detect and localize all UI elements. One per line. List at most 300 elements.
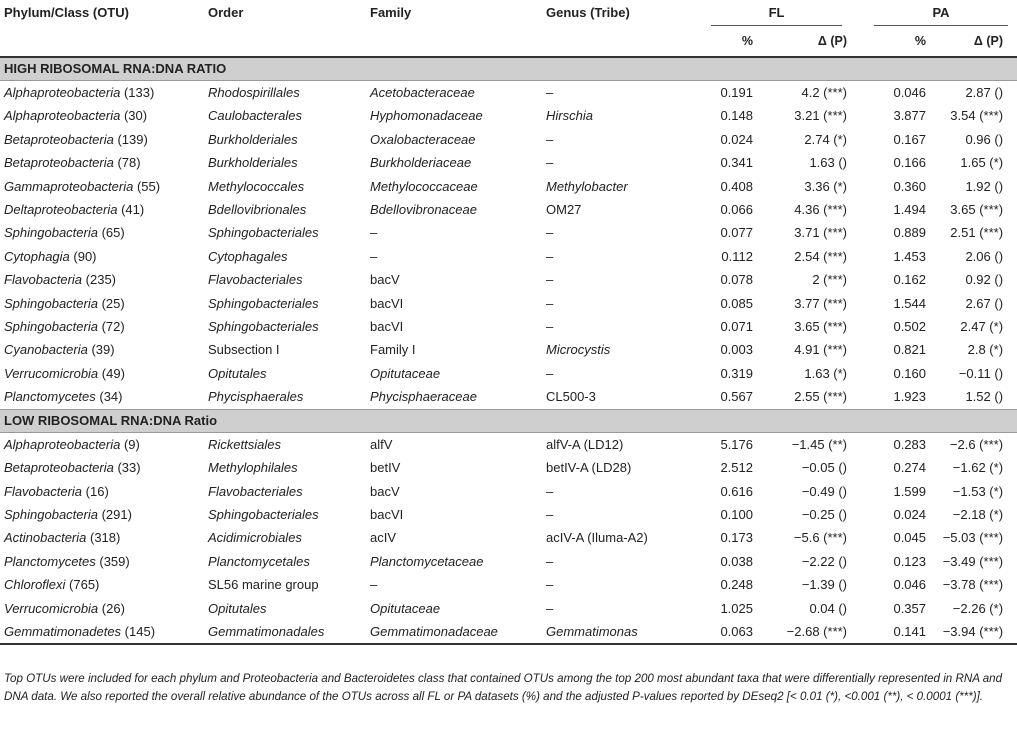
cell-phylum	[0, 245, 204, 268]
otu-id: (291)	[97, 506, 132, 522]
cell-family	[366, 432, 542, 456]
cell-order-text: Rhodospirillales	[208, 85, 300, 100]
cell-order-text: Rickettsiales	[208, 436, 281, 452]
cell-pa-delta: 2.51 (***)	[950, 225, 1004, 241]
cell-fl-pct: 0.085	[720, 295, 753, 311]
cell-fl-pct: 0.567	[720, 389, 753, 405]
otu-id: (39)	[87, 342, 115, 358]
phylum-name: Alphaproteobacteria	[4, 108, 121, 124]
cell-genus	[542, 268, 688, 291]
cell-fl-delta: −0.05 ()	[801, 460, 848, 476]
cell-phylum	[0, 338, 204, 361]
table-row	[0, 292, 1017, 315]
cell-genus	[542, 526, 688, 549]
cell-phylum	[0, 268, 204, 291]
cell-order-text: Cytophagales	[208, 248, 288, 264]
cell-phylum	[0, 526, 204, 549]
cell-order	[204, 315, 366, 338]
cell-fl-delta: −5.6 (***)	[793, 530, 848, 546]
cell-fl-delta: −0.25 ()	[801, 506, 848, 522]
cell-order-text: SL56 marine group	[208, 577, 319, 593]
col-fl-delta: Δ (P)	[817, 34, 848, 48]
cell-pa-pct: 0.024	[893, 506, 927, 522]
cell-fl-delta: 2.54 (***)	[794, 248, 848, 264]
otu-id: (33)	[113, 460, 141, 476]
table-row	[0, 456, 1017, 479]
cell-order	[204, 128, 366, 151]
cell-fl-pct: 0.077	[720, 225, 753, 241]
cell-pa-delta: 3.54 (***)	[950, 108, 1004, 124]
cell-fl-pct: 0.063	[688, 620, 761, 644]
cell-phylum	[0, 221, 204, 244]
otu-id: (26)	[98, 600, 125, 616]
cell-genus	[542, 362, 688, 385]
cell-fl-delta: −0.49 ()	[801, 483, 848, 499]
cell-fl-delta: 2.74 (*)	[804, 131, 848, 147]
col-family: Family	[370, 5, 412, 20]
cell-genus-text: –	[546, 248, 554, 264]
cell-phylum	[0, 480, 204, 503]
cell-family-text: Gemmatimonadaceae	[370, 623, 498, 639]
cell-family	[366, 573, 542, 596]
cell-order	[204, 526, 366, 549]
cell-pa-delta: 2.47 (*)	[960, 319, 1004, 335]
cell-order-text: Flavobacteriales	[208, 483, 303, 499]
otu-id: (133)	[120, 85, 155, 100]
cell-fl-pct: 5.176	[720, 436, 753, 452]
cell-genus-text: –	[546, 155, 554, 171]
cell-order	[204, 338, 366, 361]
cell-fl-pct: 0.148	[720, 108, 753, 124]
otu-id: (49)	[98, 365, 125, 381]
cell-pa-pct: 0.274	[893, 460, 927, 476]
cell-family-text: bacVI	[370, 295, 404, 311]
cell-genus	[542, 480, 688, 503]
cell-order	[204, 550, 366, 573]
cell-family-text: bacVI	[370, 506, 404, 522]
cell-order	[204, 385, 366, 409]
cell-fl-delta: 3.77 (***)	[794, 295, 848, 311]
cell-order-text: Burkholderiales	[208, 131, 298, 147]
cell-pa-pct: 0.160	[893, 365, 927, 381]
table-row	[0, 385, 1017, 409]
cell-order	[204, 245, 366, 268]
cell-order-text: Gemmatimonadales	[208, 623, 325, 639]
cell-genus-text: –	[546, 577, 554, 593]
cell-phylum	[0, 315, 204, 338]
cell-phylum	[0, 104, 204, 127]
cell-genus	[542, 198, 688, 221]
header-row	[0, 0, 1017, 26]
cell-pa-delta: −3.49 (***)	[942, 553, 1004, 569]
cell-family-text: Opitutaceae	[370, 600, 441, 616]
cell-pa-delta: −2.26 (*)	[952, 600, 1004, 616]
cell-family-text: Methylococcaceae	[370, 178, 478, 194]
otu-id: (30)	[120, 108, 148, 124]
cell-genus	[542, 128, 688, 151]
cell-genus-text: Gemmatimonas	[546, 623, 638, 639]
cell-order	[204, 81, 366, 105]
cell-pa-delta: 0.96 ()	[965, 131, 1004, 147]
phylum-name: Alphaproteobacteria	[4, 85, 121, 100]
cell-order-text: Flavobacteriales	[208, 272, 303, 288]
cell-order	[204, 198, 366, 221]
table-row	[0, 503, 1017, 526]
cell-order-text: Opitutales	[208, 600, 267, 616]
cell-pa-delta: 1.52 ()	[965, 389, 1004, 405]
cell-genus-text: Methylobacter	[546, 178, 628, 194]
otu-id: (318)	[86, 530, 121, 546]
cell-phylum	[0, 175, 204, 198]
otu-id: (55)	[133, 178, 161, 194]
cell-family	[366, 338, 542, 361]
cell-genus-text: –	[546, 85, 554, 100]
cell-fl-pct: 0.024	[720, 131, 753, 147]
table-row	[0, 81, 1017, 105]
table-row	[0, 597, 1017, 620]
cell-family	[366, 362, 542, 385]
col-phylum: Phylum/Class (OTU)	[4, 5, 129, 20]
cell-genus	[542, 175, 688, 198]
cell-order	[204, 104, 366, 127]
cell-fl-pct: 0.100	[720, 506, 753, 522]
cell-pa-delta: −3.78 (***)	[942, 577, 1004, 593]
phylum-name: Flavobacteria	[4, 272, 83, 288]
cell-pa-pct: 1.494	[893, 202, 927, 218]
cell-pa-pct: 0.046	[893, 577, 927, 593]
cell-pa-pct: 0.283	[893, 436, 927, 452]
cell-pa-delta: −2.18 (*)	[952, 506, 1004, 522]
cell-pa-delta: −1.62 (*)	[952, 460, 1004, 476]
cell-genus	[542, 573, 688, 596]
cell-fl-delta: −2.68 (***)	[761, 620, 861, 644]
cell-order	[204, 456, 366, 479]
cell-family	[366, 526, 542, 549]
cell-genus	[542, 597, 688, 620]
cell-genus-text: –	[546, 319, 554, 335]
cell-genus-text: –	[546, 225, 554, 241]
cell-order-text: Phycisphaerales	[208, 389, 304, 405]
otu-id: (41)	[117, 202, 145, 218]
cell-family-text: Burkholderiaceae	[370, 155, 472, 171]
cell-fl-delta: 2 (***)	[812, 272, 848, 288]
cell-family	[366, 151, 542, 174]
table-row	[0, 362, 1017, 385]
cell-order	[204, 292, 366, 315]
cell-family-text: acIV	[370, 530, 397, 546]
cell-genus	[542, 620, 688, 644]
cell-fl-pct: 0.248	[720, 577, 753, 593]
cell-genus	[542, 221, 688, 244]
cell-family-text: Oxalobacteraceae	[370, 131, 476, 147]
cell-genus	[542, 292, 688, 315]
otu-id: (78)	[113, 155, 141, 171]
phylum-name: Alphaproteobacteria	[4, 436, 121, 452]
cell-genus	[542, 503, 688, 526]
cell-fl-pct: 0.319	[720, 365, 753, 381]
cell-fl-pct: 0.071	[720, 319, 753, 335]
cell-family	[366, 503, 542, 526]
cell-family-text: –	[370, 225, 378, 241]
cell-fl-pct: 0.078	[720, 272, 753, 288]
otu-id: (9)	[120, 436, 140, 452]
cell-genus-text: –	[546, 483, 554, 499]
cell-pa-delta: −1.53 (*)	[952, 483, 1004, 499]
cell-phylum	[0, 620, 204, 644]
cell-order	[204, 221, 366, 244]
cell-pa-pct: 1.599	[893, 483, 927, 499]
col-pa-delta: Δ (P)	[973, 34, 1004, 48]
table-row	[0, 221, 1017, 244]
otu-id: (16)	[82, 483, 109, 499]
otu-id: (145)	[121, 623, 156, 639]
phylum-name: Gammaproteobacteria	[4, 178, 134, 194]
otu-id: (765)	[65, 577, 100, 593]
table-row	[0, 620, 1017, 644]
cell-genus-text: –	[546, 600, 554, 616]
cell-fl-pct: 0.173	[720, 530, 753, 546]
table-row	[0, 432, 1017, 456]
cell-family	[366, 597, 542, 620]
cell-family-text: bacVI	[370, 319, 404, 335]
cell-pa-pct: 0.167	[893, 131, 927, 147]
cell-family	[366, 268, 542, 291]
cell-pa-pct: 1.544	[893, 295, 927, 311]
otu-id: (359)	[95, 553, 130, 569]
phylum-name: Chloroflexi	[4, 577, 66, 593]
cell-fl-delta: 3.71 (***)	[794, 225, 848, 241]
phylum-name: Verrucomicrobia	[4, 365, 99, 381]
cell-genus-text: alfV-A (LD12)	[546, 436, 624, 452]
cell-pa-delta: −0.11 ()	[958, 365, 1004, 381]
cell-genus-text: betIV-A (LD28)	[546, 460, 632, 476]
phylum-name: Verrucomicrobia	[4, 600, 99, 616]
cell-phylum	[0, 432, 204, 456]
cell-fl-pct: 0.408	[720, 178, 753, 194]
phylum-name: Sphingobacteria	[4, 506, 98, 522]
table-row	[0, 245, 1017, 268]
col-genus: Genus (Tribe)	[546, 5, 630, 20]
cell-order	[204, 573, 366, 596]
cell-genus-text: –	[546, 272, 554, 288]
otu-id: (65)	[97, 225, 125, 241]
cell-pa-pct: 0.821	[893, 342, 927, 358]
otu-id: (235)	[82, 272, 117, 288]
cell-genus	[542, 550, 688, 573]
cell-order	[204, 432, 366, 456]
cell-phylum	[0, 151, 204, 174]
cell-phylum	[0, 198, 204, 221]
cell-pa-delta: 1.92 ()	[965, 178, 1004, 194]
cell-phylum	[0, 503, 204, 526]
cell-order-text: Sphingobacteriales	[208, 506, 319, 522]
cell-genus-text: acIV-A (Iluma-A2)	[546, 530, 648, 546]
cell-family-text: –	[370, 577, 378, 593]
cell-pa-delta: −2.6 (***)	[949, 436, 1004, 452]
cell-family	[366, 456, 542, 479]
cell-phylum	[0, 573, 204, 596]
phylum-name: Betaproteobacteria	[4, 131, 114, 147]
section-title: HIGH RIBOSOMAL RNA:DNA RATIO	[0, 57, 1017, 81]
cell-family	[366, 385, 542, 409]
cell-order-text: Burkholderiales	[208, 155, 298, 171]
cell-phylum	[0, 597, 204, 620]
otu-id: (25)	[97, 295, 125, 311]
cell-phylum	[0, 362, 204, 385]
cell-fl-delta: −1.39 ()	[801, 577, 848, 593]
cell-fl-pct: 0.112	[721, 248, 753, 264]
table-row	[0, 104, 1017, 127]
cell-pa-delta: 0.92 ()	[965, 272, 1004, 288]
phylum-name: Sphingobacteria	[4, 225, 98, 241]
cell-order-text: Sphingobacteriales	[208, 225, 319, 241]
cell-fl-delta: 3.65 (***)	[794, 319, 848, 335]
cell-family-text: –	[370, 248, 378, 264]
cell-family-text: alfV	[370, 436, 393, 452]
cell-pa-pct: 0.502	[893, 319, 927, 335]
cell-fl-delta: 4.91 (***)	[794, 342, 848, 358]
col-pa-pct: %	[914, 34, 927, 48]
cell-fl-pct: 1.025	[720, 600, 753, 616]
phylum-name: Betaproteobacteria	[4, 155, 114, 171]
cell-fl-delta: 0.04 ()	[809, 600, 848, 616]
cell-family	[366, 81, 542, 105]
cell-genus	[542, 338, 688, 361]
table-row	[0, 480, 1017, 503]
cell-family-text: betIV	[370, 460, 401, 476]
cell-family	[366, 128, 542, 151]
cell-fl-delta: 4.36 (***)	[794, 202, 848, 218]
cell-family-text: Family I	[370, 342, 416, 358]
cell-fl-pct: 2.512	[720, 460, 753, 476]
cell-order	[204, 597, 366, 620]
section-header	[0, 57, 1017, 81]
table-row	[0, 550, 1017, 573]
cell-order	[204, 480, 366, 503]
cell-order	[204, 362, 366, 385]
cell-fl-pct: 0.616	[720, 483, 753, 499]
cell-pa-delta: 2.87 ()	[965, 85, 1004, 100]
phylum-name: Planctomycetes	[4, 389, 96, 405]
cell-genus	[542, 315, 688, 338]
cell-family	[366, 104, 542, 127]
table-footnote: Top OTUs were included for each phylum and Proteobacteria and Bacteroidetes class that contained OTUs among the top 200 most abundant taxa that were differentially represented in RNA and DNA data. We also reported the overall relative abundance of the OTUs across all FL or PA datasets (%) and the adjusted P-values reported by DEseq2 [< 0.01 (*), <0.001 (**), < 0.0001 (***)].	[4, 672, 1003, 703]
cell-fl-pct: 0.003	[720, 342, 753, 358]
cell-order-text: Planctomycetales	[208, 553, 310, 569]
cell-pa-pct: 0.045	[893, 530, 927, 546]
cell-order	[204, 268, 366, 291]
col-group-fl: FL	[688, 0, 861, 26]
cell-phylum	[0, 292, 204, 315]
cell-pa-pct: 0.123	[893, 553, 927, 569]
col-group-pa: PA	[861, 0, 1017, 26]
cell-pa-pct: 1.453	[893, 248, 927, 264]
cell-pa-delta: 2.67 ()	[965, 295, 1004, 311]
cell-order-text: Bdellovibrionales	[208, 202, 307, 218]
phylum-name: Cytophagia	[4, 248, 70, 264]
cell-pa-delta: −5.03 (***)	[942, 530, 1004, 546]
cell-genus	[542, 81, 688, 105]
section-header	[0, 409, 1017, 432]
cell-pa-pct: 0.166	[893, 155, 927, 171]
cell-genus	[542, 245, 688, 268]
cell-pa-pct: 0.162	[893, 272, 927, 288]
cell-order-text: Acidimicrobiales	[208, 530, 302, 546]
cell-genus-text: CL500-3	[546, 389, 596, 405]
cell-family	[366, 175, 542, 198]
cell-genus-text: –	[546, 295, 554, 311]
cell-pa-pct: 0.357	[893, 600, 927, 616]
otu-id: (72)	[97, 319, 125, 335]
cell-pa-delta: 2.06 ()	[965, 248, 1004, 264]
cell-pa-pct: 0.889	[893, 225, 927, 241]
cell-phylum	[0, 385, 204, 409]
cell-genus-text: OM27	[546, 202, 582, 218]
table-row	[0, 175, 1017, 198]
cell-genus	[542, 456, 688, 479]
table-row	[0, 198, 1017, 221]
cell-genus	[542, 432, 688, 456]
table-row	[0, 151, 1017, 174]
cell-fl-pct: 0.066	[720, 202, 753, 218]
cell-fl-pct: 0.341	[720, 155, 753, 171]
cell-fl-pct: 0.191	[720, 85, 753, 100]
phylum-name: Deltaproteobacteria	[4, 202, 118, 218]
cell-family	[366, 315, 542, 338]
cell-pa-pct: 0.046	[893, 85, 927, 100]
cell-order	[204, 503, 366, 526]
cell-fl-delta: 3.21 (***)	[794, 108, 848, 124]
table-row	[0, 573, 1017, 596]
section-title: LOW RIBOSOMAL RNA:DNA Ratio	[0, 409, 1017, 432]
cell-order-text: Subsection I	[208, 342, 280, 358]
cell-genus-text: –	[546, 553, 554, 569]
col-order: Order	[208, 5, 244, 20]
cell-pa-pct: 0.360	[893, 178, 927, 194]
cell-pa-delta: 1.65 (*)	[960, 155, 1004, 171]
cell-fl-delta: 3.36 (*)	[804, 178, 848, 194]
cell-genus	[542, 104, 688, 127]
cell-order-text: Sphingobacteriales	[208, 295, 319, 311]
cell-family-text: Acetobacteraceae	[370, 85, 475, 100]
cell-family-text: Bdellovibronaceae	[370, 202, 477, 218]
cell-family	[366, 480, 542, 503]
phylum-name: Actinobacteria	[4, 530, 87, 546]
cell-pa-delta: 3.65 (***)	[950, 202, 1004, 218]
cell-fl-delta: 1.63 (*)	[804, 365, 848, 381]
cell-genus	[542, 385, 688, 409]
cell-genus-text: Hirschia	[546, 108, 593, 124]
cell-family	[366, 198, 542, 221]
cell-order-text: Opitutales	[208, 365, 267, 381]
cell-family	[366, 550, 542, 573]
cell-phylum	[0, 550, 204, 573]
cell-order-text: Methylococcales	[208, 178, 305, 194]
cell-fl-delta: 2.55 (***)	[794, 389, 848, 405]
cell-phylum	[0, 456, 204, 479]
cell-order	[204, 620, 366, 644]
table-body	[0, 57, 1017, 644]
cell-family	[366, 245, 542, 268]
phylum-name: Planctomycetes	[4, 553, 96, 569]
col-fl-pct: %	[741, 34, 753, 48]
cell-fl-pct: 0.038	[720, 553, 753, 569]
phylum-name: Flavobacteria	[4, 483, 83, 499]
cell-fl-delta: −2.22 ()	[801, 553, 848, 569]
cell-pa-pct: 1.923	[893, 389, 927, 405]
table-row	[0, 128, 1017, 151]
phylum-name: Cyanobacteria	[4, 342, 88, 358]
